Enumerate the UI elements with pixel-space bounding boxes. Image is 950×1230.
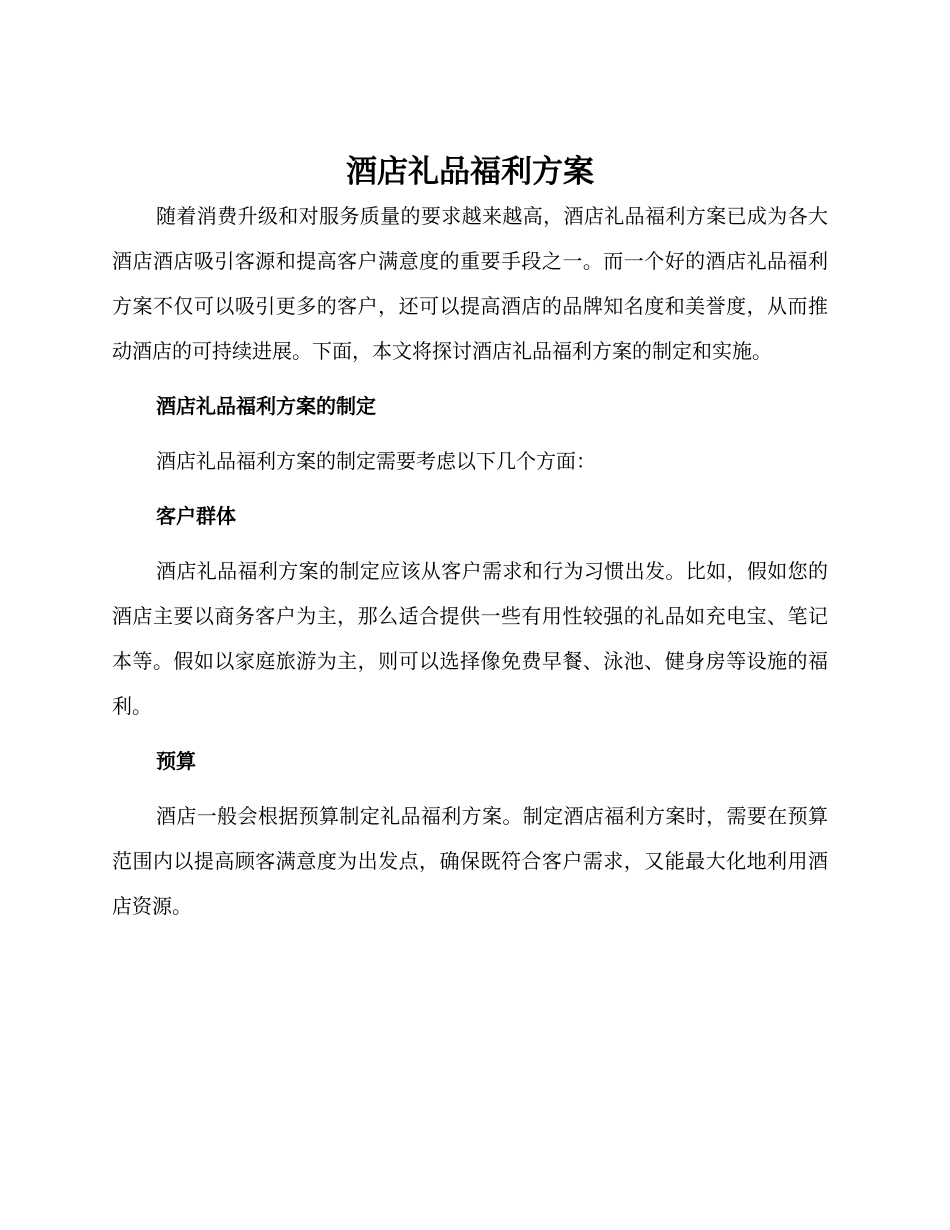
section-heading-formulation: 酒店礼品福利方案的制定 — [156, 394, 376, 418]
document-page — [112, 150, 828, 929]
document-title: 酒店礼品福利方案 — [346, 154, 594, 190]
subheading-budget: 预算 — [156, 749, 196, 773]
subheading-customer-group: 客户群体 — [156, 504, 236, 528]
paragraph-customer-group: 酒店礼品福利方案的制定应该从客户需求和行为习惯出发。比如，假如您的酒店主要以商务客户为主，那么适合提供一些有用性较强的礼品如充电宝、笔记本等。假如以家庭旅游为主，则可以选择像免费早餐、泳池、健身房等设施的福利。 — [112, 559, 828, 718]
section-paragraph-formulation: 酒店礼品福利方案的制定需要考虑以下几个方面： — [156, 449, 596, 473]
paragraph-budget: 酒店一般会根据预算制定礼品福利方案。制定酒店福利方案时，需要在预算范围内以提高顾客满意度为出发点，确保既符合客户需求，又能最大化地利用酒店资源。 — [112, 804, 828, 918]
intro-paragraph: 随着消费升级和对服务质量的要求越来越高，酒店礼品福利方案已成为各大酒店酒店吸引客源和提高客户满意度的重要手段之一。而一个好的酒店礼品福利方案不仅可以吸引更多的客户，还可以提高酒店的品牌知名度和美誉度，从而推动酒店的可持续进展。下面，本文将探讨酒店礼品福利方案的制定和实施。 — [112, 204, 828, 363]
